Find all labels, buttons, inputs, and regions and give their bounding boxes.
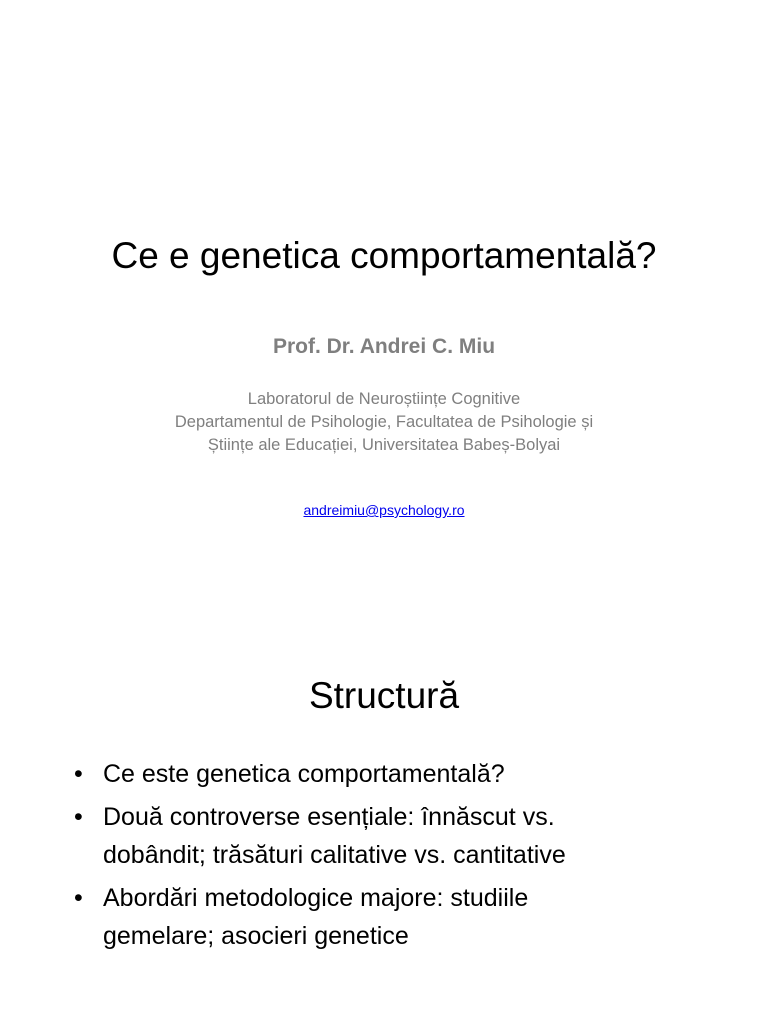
bullet-text-line: dobândit; trăsături calitative vs. cantitative — [103, 841, 566, 869]
bullet-text-line: Două controverse esențiale: înnăscut vs. — [103, 803, 555, 831]
email-container — [0, 500, 768, 520]
slide-structure — [0, 560, 768, 1024]
bullet-list — [74, 755, 714, 960]
bullet-dot: • — [74, 803, 83, 831]
affiliation-line: Departamentul de Psihologie, Facultatea de Psihologie și — [174, 413, 594, 431]
author-name: Prof. Dr. Andrei C. Miu — [272, 335, 496, 358]
bullet-text-line: Ce este genetica comportamentală? — [103, 760, 505, 788]
bullet-dot: • — [74, 760, 83, 788]
email-link[interactable]: andreimiu@psychology.ro — [303, 502, 465, 518]
affiliation-line: Științe ale Educației, Universitatea Babeș-Bolyai — [207, 436, 561, 454]
bullet-text-line: Abordări metodologice majore: studiile — [103, 884, 529, 912]
bullet-item — [74, 755, 714, 793]
bullet-text-line: gemelare; asocieri genetice — [103, 922, 409, 950]
affiliation — [0, 388, 768, 457]
bullet-item — [74, 798, 714, 874]
slide-1-title: Ce e genetica comportamentală? — [111, 235, 657, 276]
affiliation-line: Laboratorul de Neuroștiințe Cognitive — [247, 390, 521, 408]
bullet-dot: • — [74, 884, 83, 912]
bullet-item — [74, 879, 714, 955]
slide-2-title: Structură — [308, 675, 460, 716]
